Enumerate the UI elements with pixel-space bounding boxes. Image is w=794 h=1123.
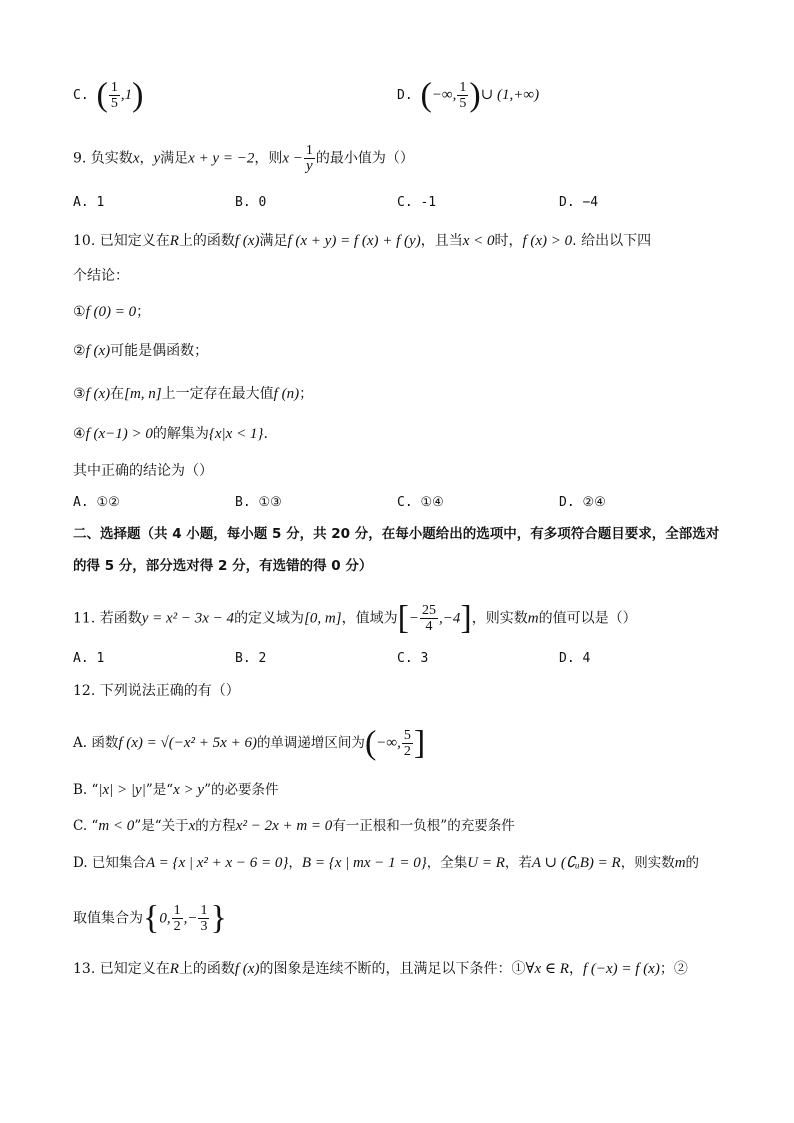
- conclusion-3: ③f (x)在[m, n]上一定存在最大值f (n)；: [73, 386, 314, 402]
- q9-option-a: A. 1: [73, 195, 105, 210]
- left-brace: {: [143, 899, 160, 937]
- q9-option-d: D. −4: [559, 195, 599, 210]
- right-bracket: ]: [413, 724, 426, 762]
- fraction: $\frac{5}{2}$: [403, 728, 411, 759]
- left-paren: (: [96, 76, 108, 114]
- q8-option-d: D. (−∞, $\frac{1}{5}$ )∪ (1,+∞): [397, 76, 540, 114]
- fraction: $\frac{1}{5}$: [459, 80, 467, 111]
- q11-option-d: D. 4: [559, 651, 591, 666]
- q11-option-a: A. 1: [73, 651, 105, 666]
- fraction: $\frac{25}{4}$: [422, 603, 437, 634]
- question-12-stem: 12. 下列说法正确的有（）: [73, 683, 240, 699]
- fraction: $\frac{1}{2}$: [173, 903, 181, 934]
- left-paren: (: [420, 76, 432, 114]
- q8-option-c: C. ( $\frac{1}{5}$ ,1): [73, 76, 144, 114]
- q10-option-c: C. ①④: [397, 495, 444, 510]
- left-bracket: [: [397, 599, 409, 637]
- question-10-ask: 其中正确的结论为（）: [73, 463, 213, 479]
- question-9-stem: 9. 负实数x，y满足x + y = −2，则x − $\frac{1}{y}$ 的最小值为（）: [73, 143, 414, 174]
- q11-option-b: B. 2: [235, 651, 267, 666]
- question-10-line2: 个结论：: [73, 268, 129, 284]
- fraction: $\frac{1}{5}$: [110, 80, 118, 111]
- right-brace: }: [210, 899, 227, 937]
- right-paren: ): [469, 76, 481, 114]
- conclusion-4: ④f (x−1) > 0的解集为{x|x < 1}.: [73, 426, 268, 442]
- q9-option-b: B. 0: [235, 195, 267, 210]
- conclusion-1: ①f (0) = 0；: [73, 304, 151, 320]
- q12-option-c: C. “m < 0”是“关于x的方程x² − 2x + m = 0有一正根和一负根”的充要条件: [73, 818, 515, 834]
- question-11-stem: 11. 若函数y = x² − 3x − 4的定义域为[0, m]，值域为[− $\frac{25}{4}$ ,−4]，则实数m的值可以是（）: [73, 599, 637, 637]
- q10-option-b: B. ①③: [235, 495, 282, 510]
- q12-option-d-line2: 取值集合为{0, $\frac{1}{2}$ ,− $\frac{1}{3}$ }: [73, 899, 227, 937]
- left-paren: (: [364, 724, 377, 762]
- question-13-stem: 13. 已知定义在R上的函数f (x)的图象是连续不断的，且满足以下条件：①∀x ∈ R，f (−x) = f (x)；②: [73, 961, 688, 977]
- q10-option-d: D. ②④: [559, 495, 606, 510]
- fraction: $\frac{1}{3}$: [200, 903, 208, 934]
- right-bracket: ]: [460, 599, 472, 637]
- conclusion-2: ②f (x)可能是偶函数；: [73, 343, 209, 359]
- q12-option-b: B. “|x| > |y|”是“x > y”的必要条件: [73, 782, 279, 798]
- q12-option-a: A. 函数f (x) = √(−x² + 5x + 6)的单调递增区间为(−∞, $\frac{5}{2}$ ]: [73, 724, 426, 762]
- q10-option-a: A. ①②: [73, 495, 120, 510]
- right-paren: ): [132, 76, 144, 114]
- q11-option-c: C. 3: [397, 651, 429, 666]
- question-10-stem: 10. 已知定义在R上的函数f (x)满足f (x + y) = f (x) + f (y)，且当x < 0时，f (x) > 0. 给出以下四: [73, 233, 652, 249]
- q9-option-c: C. -1: [397, 195, 437, 210]
- section-2-header-line2: 的得 5 分，部分选对得 2 分，有选错的得 0 分）: [73, 558, 373, 574]
- q12-option-d: D. 已知集合A = {x | x² + x − 6 = 0}，B = {x | mx − 1 = 0}，全集U = R，若A ∪ (∁ᵤB) = R，则实数m的: [73, 855, 700, 871]
- section-2-header: 二、选择题（共 4 小题，每小题 5 分，共 20 分，在每小题给出的选项中，有多项符合题目要求，全部选对: [73, 526, 720, 542]
- fraction: $\frac{1}{y}$: [305, 143, 313, 174]
